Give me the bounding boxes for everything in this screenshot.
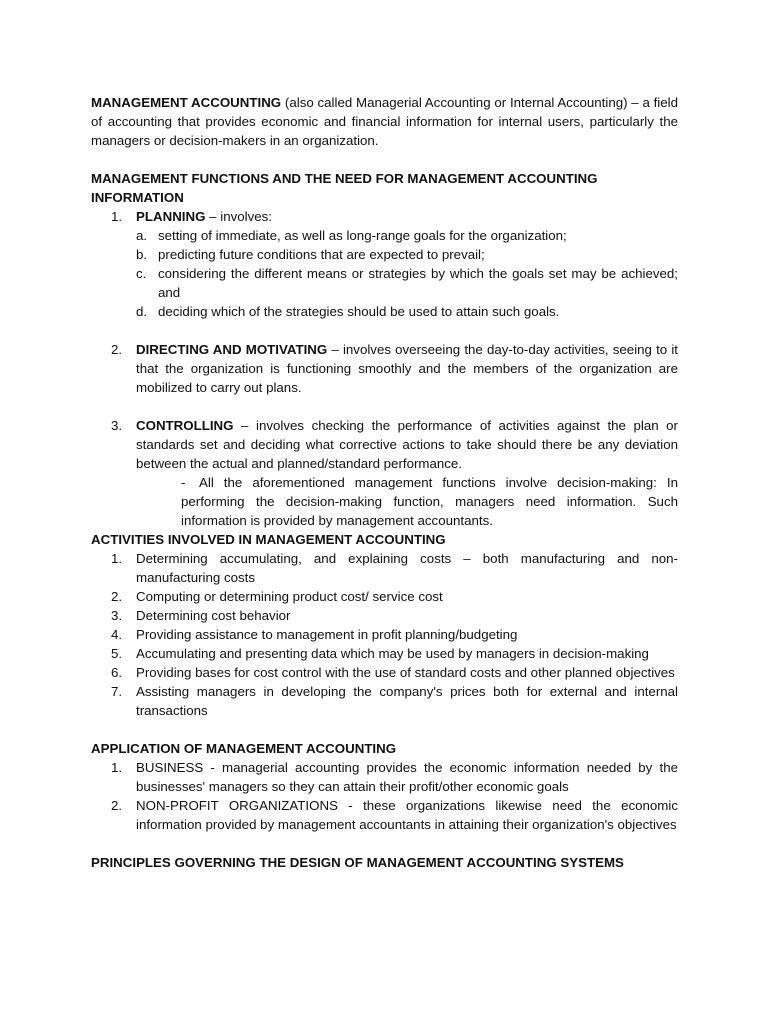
function-term: PLANNING: [136, 209, 206, 224]
activity-number: 5.: [111, 646, 123, 661]
activity-text: Providing assistance to management in profit planning/budgeting: [136, 627, 518, 642]
subitem-letter: b.: [136, 247, 148, 262]
application-text: BUSINESS - managerial accounting provides the economic information needed by the businesses' managers so they can attain their profit/other economic goals: [136, 760, 678, 794]
application-text: NON-PROFIT ORGANIZATIONS - these organizations likewise need the economic information provided by management accountants in attaining their organization's objectives: [136, 798, 678, 832]
function-item-planning: [91, 207, 678, 226]
application-number: 1.: [111, 760, 123, 775]
document-page: [91, 93, 678, 872]
activity-item: [91, 644, 678, 663]
activity-item: [91, 587, 678, 606]
application-list: [91, 758, 678, 834]
function-term: CONTROLLING: [136, 418, 234, 433]
note-text: All the aforementioned management functions involve decision-making: In performing the decision-making function, managers need information. Such information is provided by management accountants.: [181, 475, 678, 528]
principles-heading: PRINCIPLES GOVERNING THE DESIGN OF MANAGEMENT ACCOUNTING SYSTEMS: [91, 855, 624, 870]
activity-item: [91, 549, 678, 587]
activity-item: [91, 625, 678, 644]
planning-subitem: [91, 302, 678, 321]
activity-text: Determining accumulating, and explaining costs – both manufacturing and non-manufacturing costs: [136, 551, 678, 585]
function-text: – involves overseeing the day-to-day activities, seeing to it that the organization is functioning smoothly and the members of the organization are mobilized to carry out plans.: [136, 342, 678, 395]
planning-subitem: [91, 226, 678, 245]
activity-number: 2.: [111, 589, 123, 604]
subitem-letter: a.: [136, 228, 148, 243]
activity-text: Assisting managers in developing the company's prices both for external and internal transactions: [136, 684, 678, 718]
planning-subitem: [91, 245, 678, 264]
function-text: – involves:: [205, 209, 272, 224]
function-item-controlling: [91, 416, 678, 473]
activity-number: 4.: [111, 627, 123, 642]
function-term: DIRECTING AND MOTIVATING: [136, 342, 328, 357]
subitem-text: deciding which of the strategies should be used to attain such goals.: [158, 304, 560, 319]
activity-item: [91, 606, 678, 625]
subitem-letter: d.: [136, 304, 148, 319]
activity-text: Accumulating and presenting data which may be used by managers in decision-making: [136, 646, 649, 661]
functions-list: [91, 207, 678, 226]
function-item-directing: [91, 340, 678, 397]
planning-subitem: [91, 264, 678, 302]
activities-heading: ACTIVITIES INVOLVED IN MANAGEMENT ACCOUNTING: [91, 532, 446, 547]
subitem-letter: c.: [136, 266, 147, 281]
functions-heading: MANAGEMENT FUNCTIONS AND THE NEED FOR MANAGEMENT ACCOUNTING INFORMATION: [91, 171, 598, 205]
function-number: 3.: [111, 418, 123, 433]
planning-sublist: [91, 226, 678, 321]
activity-item: [91, 663, 678, 682]
application-heading: APPLICATION OF MANAGEMENT ACCOUNTING: [91, 741, 397, 756]
activity-number: 7.: [111, 684, 123, 699]
application-item: [91, 758, 678, 796]
intro-text: (also called Managerial Accounting or Internal Accounting) – a field of accounting that provides economic and financial information for internal users, particularly the managers or decision-makers in an organization.: [91, 95, 678, 148]
decision-making-note: [91, 473, 678, 530]
intro-paragraph: [91, 93, 678, 150]
intro-term: MANAGEMENT ACCOUNTING: [91, 95, 282, 110]
activity-text: Determining cost behavior: [136, 608, 291, 623]
application-item: [91, 796, 678, 834]
note-dash: -: [181, 475, 186, 490]
activity-text: Computing or determining product cost/ service cost: [136, 589, 443, 604]
application-number: 2.: [111, 798, 123, 813]
function-number: 1.: [111, 209, 123, 224]
activity-number: 3.: [111, 608, 123, 623]
subitem-text: predicting future conditions that are expected to prevail;: [158, 247, 485, 262]
activity-number: 1.: [111, 551, 123, 566]
activity-text: Providing bases for cost control with the use of standard costs and other planned objectives: [136, 665, 675, 680]
activity-item: [91, 682, 678, 720]
activity-number: 6.: [111, 665, 123, 680]
subitem-text: considering the different means or strategies by which the goals set may be achieved; and: [158, 266, 678, 300]
activities-list: [91, 549, 678, 720]
function-text: – involves checking the performance of activities against the plan or standards set and deciding what corrective actions to take should there be any deviation between the actual and planned/standard performance.: [136, 418, 678, 471]
subitem-text: setting of immediate, as well as long-range goals for the organization;: [158, 228, 567, 243]
function-number: 2.: [111, 342, 123, 357]
